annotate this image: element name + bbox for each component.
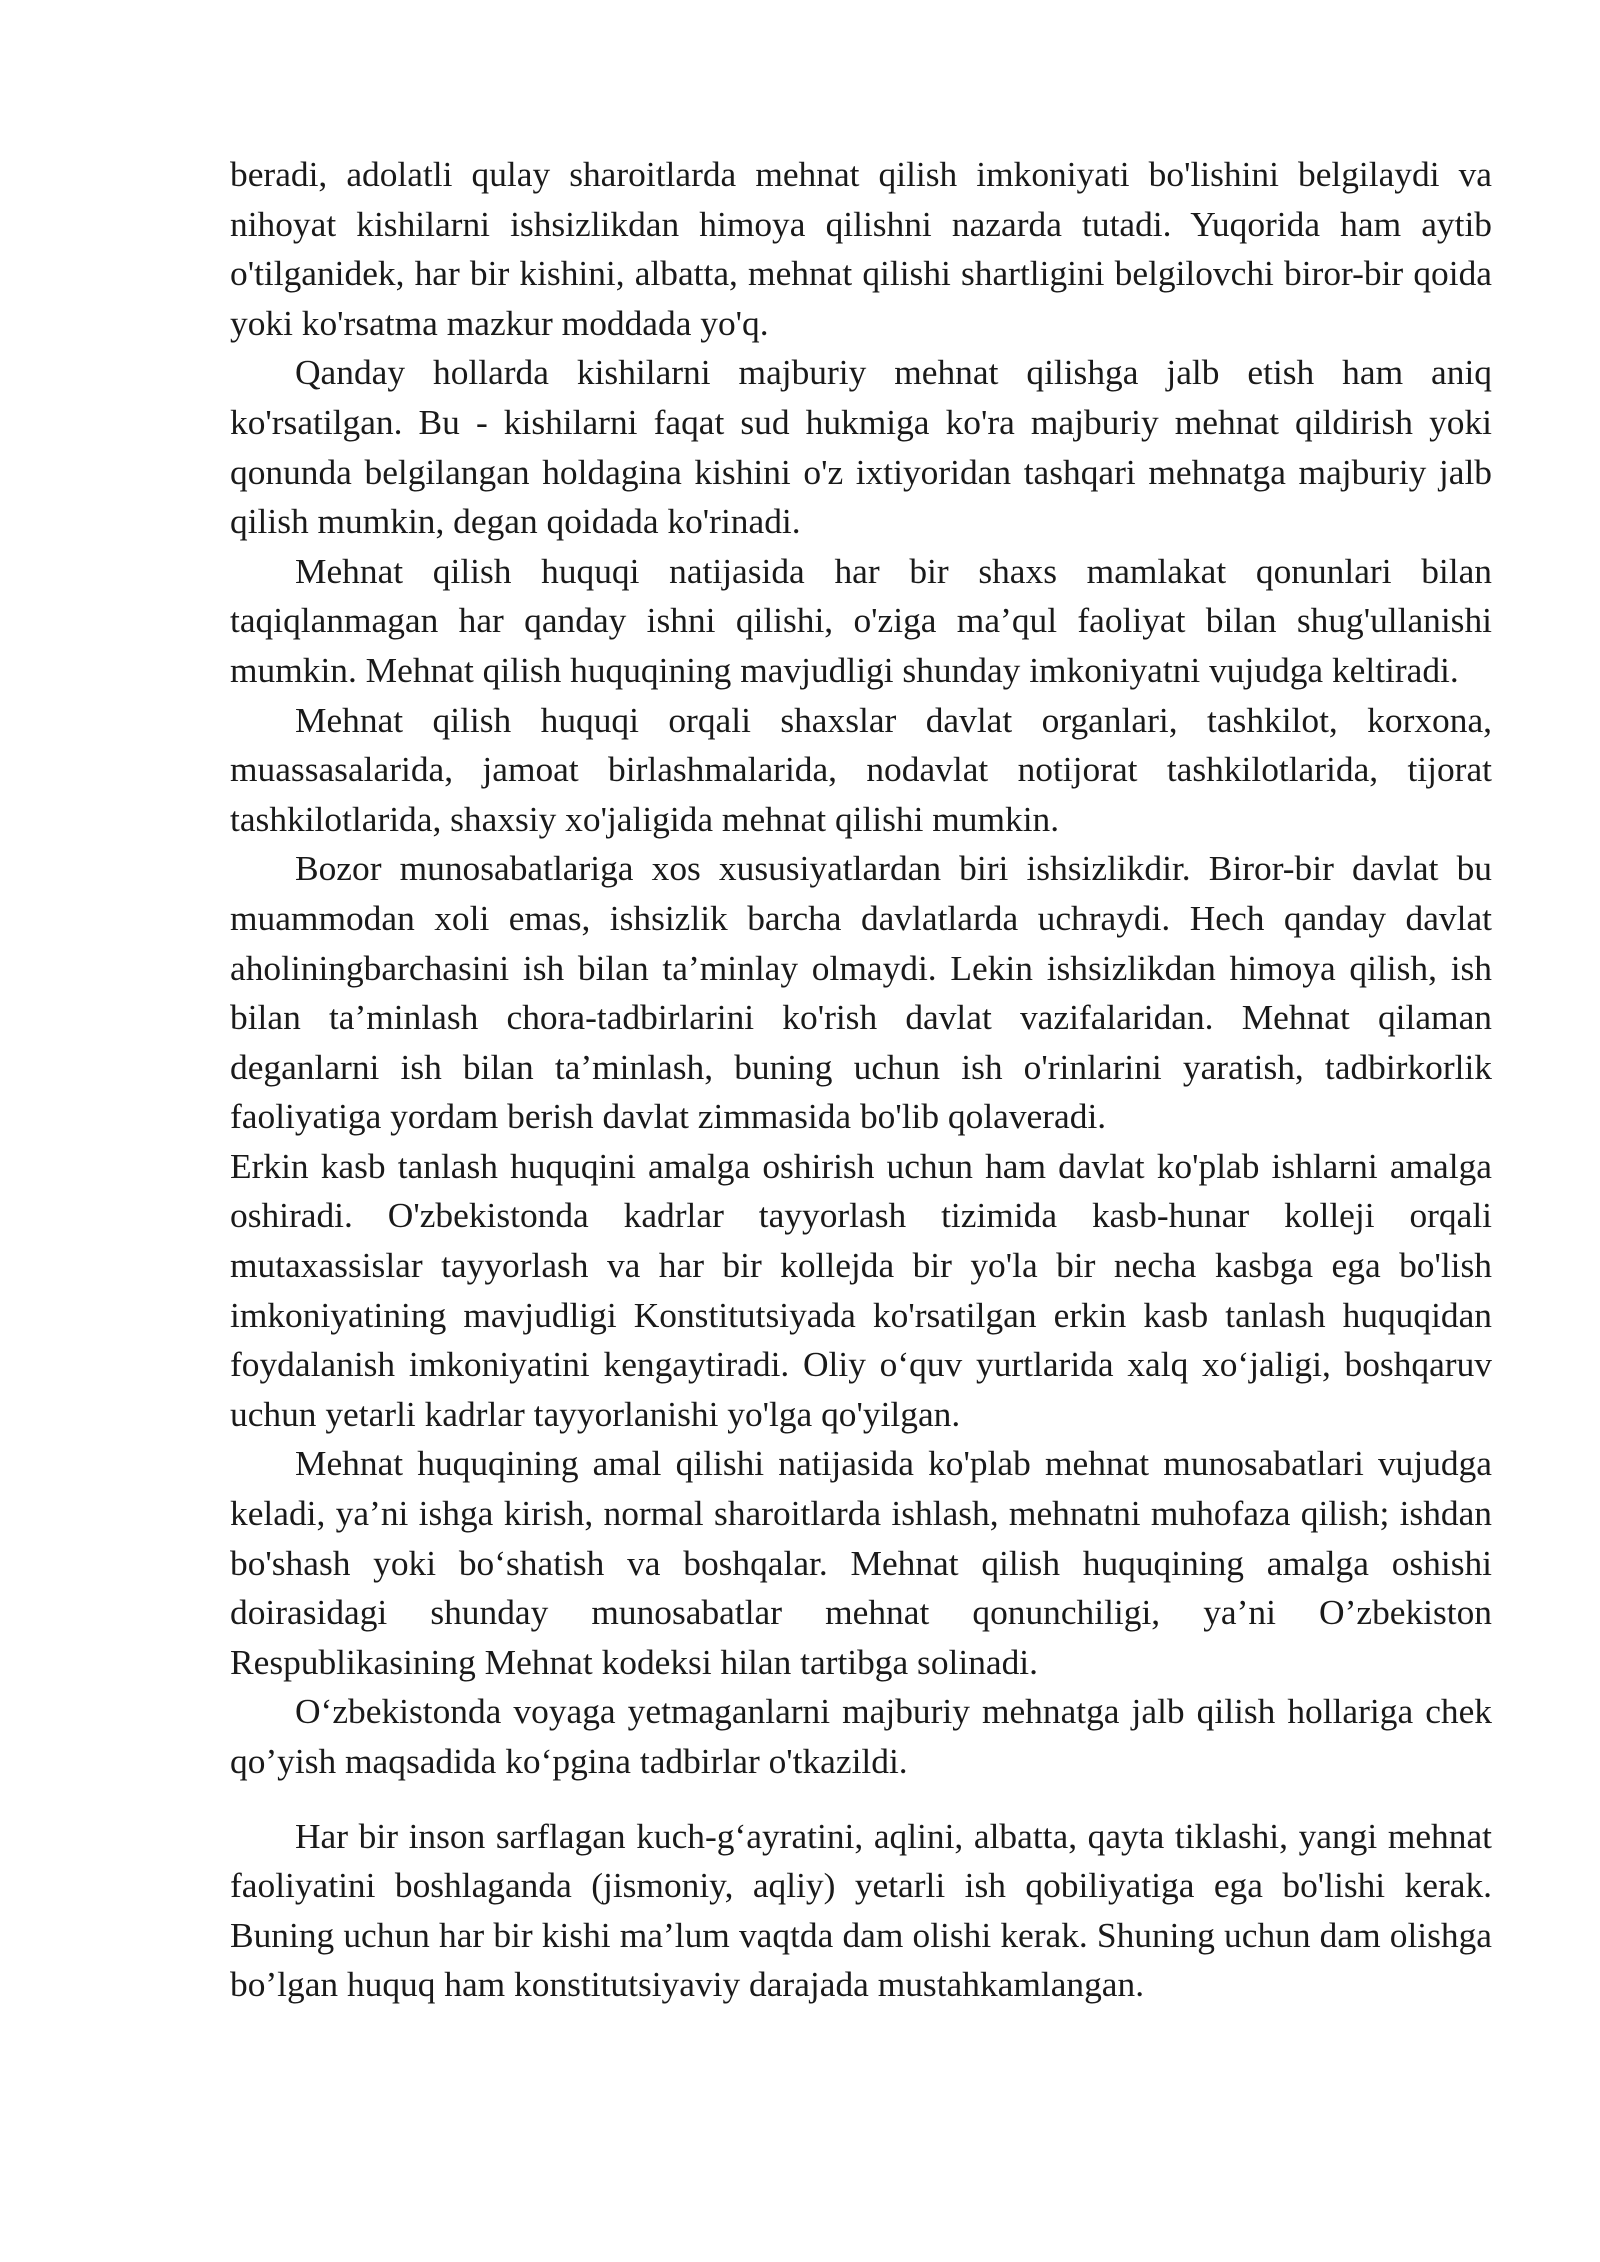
paragraph-5: Bozor munosabatlariga xos xususiyatlardan biri ishsizlikdir. Biror-bir davlat bu muammodan xoli emas, ishsizlik barcha davlatlarda uchraydi. Hech qanday davlat aholiningbarchasini ish bilan ta’minlay olmaydi. Lekin ishsizlikdan himoya qilish, ish bilan ta’minlash chora-tadbirlarini ko'rish davlat vazifalaridan. Mehnat qilaman deganlarni ish bilan ta’minlash, buning uchun ish o'rinlarini yaratish, tadbirkorlik faoliyatiga yordam berish davlat zimmasida bo'lib qolaveradi.: [230, 848, 1492, 1137]
document-page: [230, 150, 1492, 2010]
paragraph-7: Mehnat huquqining amal qilishi natijasida ko'plab mehnat munosabatlari vujudga keladi, ya’ni ishga kirish, normal sharoitlarda ishlash, mehnatni muhofaza qilish; ishdan bo'shash yoki bo‘shatish va boshqalar. Mehnat qilish huquqining amalga oshishi doirasidagi shunday munosabatlar mehnat qonunchiligi, ya’ni O’zbekiston Respublikasining Mehnat kodeksi hilan tartibga solinadi.: [230, 1443, 1492, 1682]
paragraph-3: Mehnat qilish huquqi natijasida har bir shaxs mamlakat qonunlari bilan taqiqlanmagan har qanday ishni qilishi, o'ziga ma’qul faoliyat bilan shug'ullanishi mumkin. Mehnat qilish huquqining mavjudligi shunday imkoniyatni vujudga keltiradi.: [230, 550, 1492, 690]
paragraph-9: Har bir inson sarflagan kuch-g‘ayratini, aqlini, albatta, qayta tiklashi, yangi mehnat faoliyatini boshlaganda (jismoniy, aqliy) yetarli ish qobiliyatiga ega bo'lishi kerak. Buning uchun har bir kishi ma’lum vaqtda dam olishi kerak. Shuning uchun dam olishga bo’lgan huquq ham konstitutsiyaviy darajada mustahkamlangan.: [230, 1815, 1492, 2005]
paragraph-4: Mehnat qilish huquqi orqali shaxslar davlat organlari, tashkilot, korxona, muassasalarida, jamoat birlashmalarida, nodavlat notijorat tashkilotlarida, tijorat tashkilotlarida, shaxsiy xo'jaligida mehnat qilishi mumkin.: [230, 699, 1492, 839]
paragraph-6: Erkin kasb tanlash huquqini amalga oshirish uchun ham davlat ko'plab ishlarni amalga oshiradi. O'zbekistonda kadrlar tayyorlash tizimida kasb-hunar kolleji orqali mutaxassislar tayyorlash va har bir kollejda bir yo'la bir necha kasbga ega bo'lish imkoniyatining mavjudligi Konstitutsiyada ko'rsatilgan erkin kasb tanlash huquqidan foydalanish imkoniyatini kengaytiradi. Oliy o‘quv yurtlarida xalq xo‘jaligi, boshqaruv uchun yetarli kadrlar tayyorlanishi yo'lga qo'yilgan.: [230, 1145, 1492, 1434]
paragraph-8: O‘zbekistonda voyaga yetmaganlarni majburiy mehnatga jalb qilish hollariga chek qo’yish maqsadida ko‘pgina tadbirlar o'tkazildi.: [230, 1691, 1492, 1781]
paragraph-2: Qanday hollarda kishilarni majburiy mehnat qilishga jalb etish ham aniq ko'rsatilgan. Bu - kishilarni faqat sud hukmiga ko'ra majburiy mehnat qildirish yoki qonunda belgilangan holdagina kishini o'z ixtiyoridan tashqari mehnatga majburiy jalb qilish mumkin, degan qoidada ko'rinadi.: [230, 352, 1492, 542]
paragraph-1: beradi, adolatli qulay sharoitlarda mehnat qilish imkoniyati bo'lishini belgilaydi va nihoyat kishilarni ishsizlikdan himoya qilishni nazarda tutadi. Yuqorida ham aytib o'tilganidek, har bir kishini, albatta, mehnat qilishi shartligini belgilovchi biror-bir qoida yoki ko'rsatma mazkur moddada yo'q.: [230, 154, 1492, 343]
